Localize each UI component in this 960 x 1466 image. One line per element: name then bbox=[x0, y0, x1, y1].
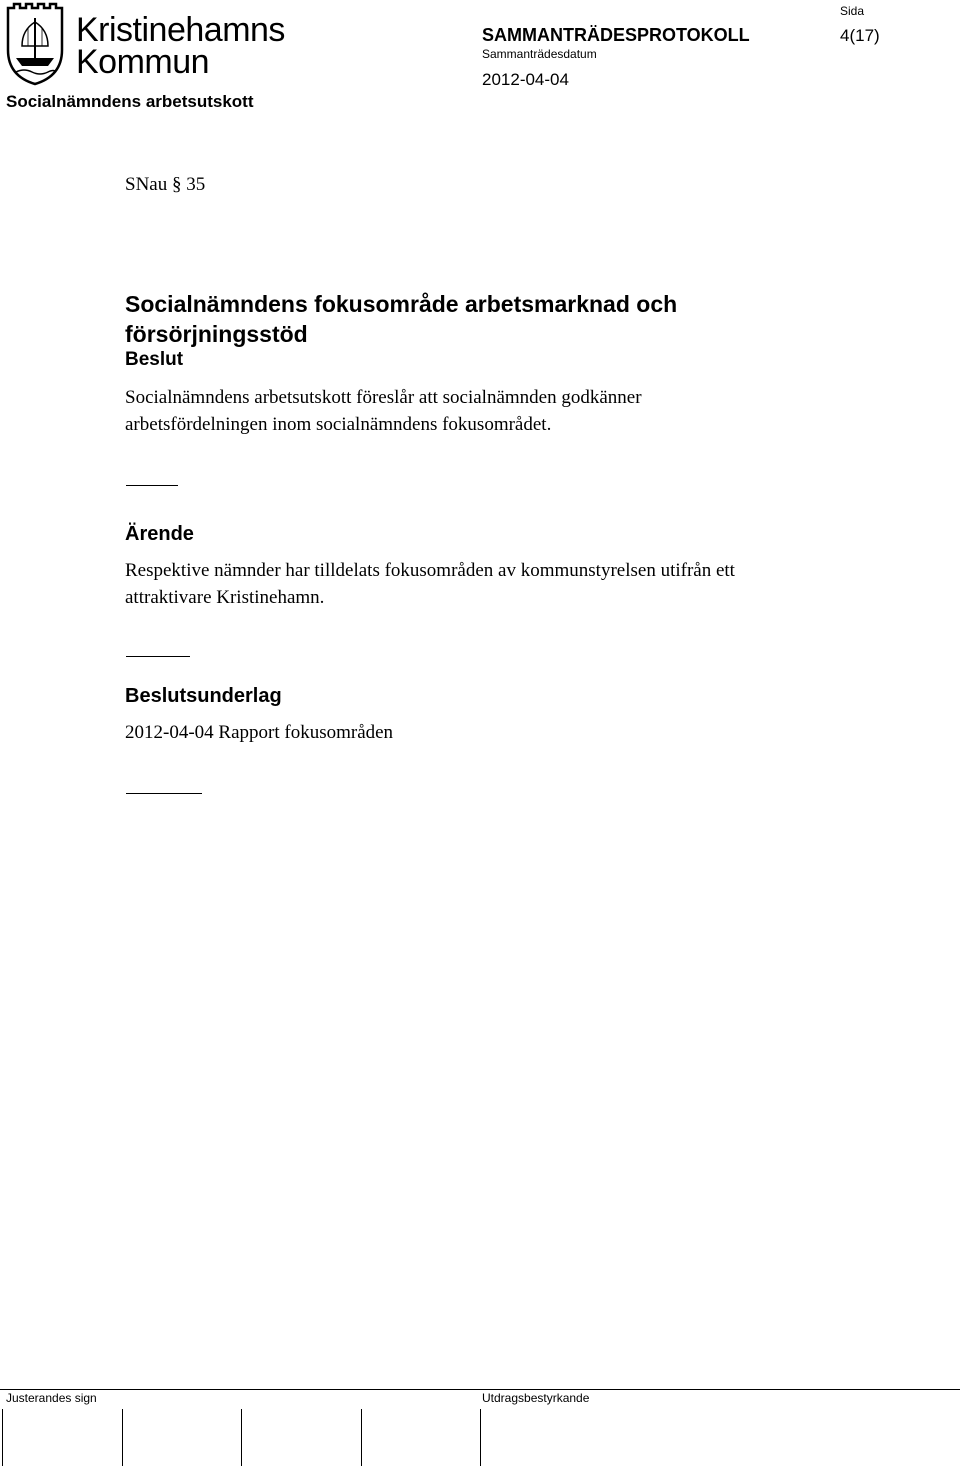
kristinehamn-logo bbox=[4, 2, 285, 86]
org-name bbox=[76, 11, 285, 82]
signature-label: Justerandes sign bbox=[6, 1391, 97, 1405]
signature-box-divider bbox=[2, 1409, 3, 1466]
matter-text-line2: attraktivare Kristinehamn. bbox=[125, 587, 325, 608]
agenda-title-line1: Socialnämndens fokusområde arbetsmarknad och bbox=[125, 291, 678, 317]
section-divider bbox=[126, 485, 178, 486]
meeting-date: 2012-04-04 bbox=[482, 70, 569, 89]
coat-of-arms-icon bbox=[4, 2, 68, 86]
document-type: SAMMANTRÄDESPROTOKOLL bbox=[482, 25, 750, 45]
basis-heading: Beslutsunderlag bbox=[125, 685, 282, 707]
footer-rule bbox=[0, 1389, 960, 1390]
page-number: 4(17) bbox=[840, 26, 880, 45]
signature-box-divider bbox=[122, 1409, 123, 1466]
org-name-line1: Kristinehamns bbox=[76, 11, 285, 49]
agenda-title-line2: försörjningsstöd bbox=[125, 321, 308, 347]
org-name-line2: Kommun bbox=[76, 43, 210, 82]
committee-name: Socialnämndens arbetsutskott bbox=[6, 92, 254, 111]
page-label: Sida bbox=[840, 4, 865, 18]
decision-text-line1: Socialnämndens arbetsutskott föreslår att socialnämnden godkänner bbox=[125, 387, 642, 408]
signature-box-divider bbox=[480, 1409, 481, 1466]
matter-text-line1: Respektive nämnder har tilldelats fokusområden av kommunstyrelsen utifrån ett bbox=[125, 560, 735, 581]
paragraph-reference: SNau § 35 bbox=[125, 174, 206, 195]
matter-heading: Ärende bbox=[125, 523, 194, 545]
decision-text-line2: arbetsfördelningen inom socialnämndens fokusområdet. bbox=[125, 414, 552, 435]
signature-box-divider bbox=[241, 1409, 242, 1466]
extract-certification-label: Utdragsbestyrkande bbox=[482, 1391, 590, 1405]
decision-heading: Beslut bbox=[125, 349, 184, 370]
basis-item: 2012-04-04 Rapport fokusområden bbox=[125, 722, 394, 743]
section-divider bbox=[126, 793, 202, 794]
section-divider bbox=[126, 656, 190, 657]
meeting-date-label: Sammanträdesdatum bbox=[482, 47, 597, 61]
signature-box-divider bbox=[361, 1409, 362, 1466]
